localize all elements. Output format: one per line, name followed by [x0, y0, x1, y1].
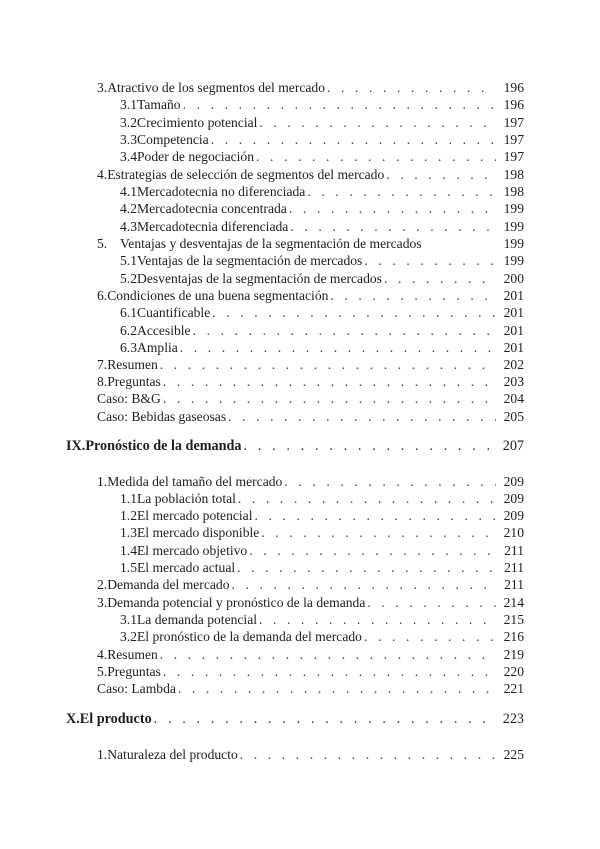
toc-entry-page: 199	[503, 253, 524, 268]
toc-entry-title: Poder de negociación	[137, 149, 255, 164]
toc-entry-title: Tamaño	[137, 97, 181, 112]
toc-entry-number: 1.4	[120, 543, 137, 558]
toc-entry	[97, 79, 524, 96]
dot-leader	[249, 542, 496, 559]
toc-entry-title: Demanda potencial y pronóstico de la demanda	[107, 595, 366, 610]
toc-entry-page: 197	[503, 115, 524, 130]
toc-entry	[97, 680, 524, 697]
dot-leader	[289, 200, 496, 217]
toc-entry-title: Ventajas y desventajas de la segmentación de mercados	[120, 236, 422, 251]
toc-entry-page: 209	[503, 491, 524, 506]
toc-entry-title: Preguntas	[107, 664, 161, 679]
toc-entry	[120, 114, 524, 131]
dot-leader	[259, 611, 496, 628]
dot-leader	[160, 646, 496, 663]
toc-entry-page: 225	[503, 747, 524, 762]
toc-entry-number: 1.5	[120, 560, 137, 575]
toc-entry	[120, 339, 524, 356]
toc-chapter-number: IX.	[66, 438, 86, 454]
toc-entry-page: 204	[503, 391, 524, 406]
toc-entry-title: Demanda del mercado	[107, 577, 230, 592]
toc-entry-title: Resumen	[107, 647, 158, 662]
toc-entry-number: 3.	[97, 595, 108, 610]
dot-leader	[290, 218, 496, 235]
toc-entry-number: 1.	[97, 474, 108, 489]
dot-leader	[330, 287, 496, 304]
dot-leader	[307, 183, 496, 200]
toc-entry-number: 4.2	[120, 201, 137, 216]
toc-entry-title: Caso: Lambda	[97, 681, 176, 696]
toc-entry-page: 215	[503, 612, 524, 627]
toc-entry-number: 5.	[97, 236, 108, 251]
toc-entry-title: Cuantificable	[137, 305, 211, 320]
toc-entry-page: 197	[503, 149, 524, 164]
toc-entry-title: Caso: B&G	[97, 391, 161, 406]
dot-leader	[327, 79, 496, 96]
toc-entry-number: 8.	[97, 374, 108, 389]
toc-entry	[97, 594, 524, 611]
dot-leader	[163, 390, 496, 407]
toc-entry	[120, 611, 524, 628]
toc-entry-page: 202	[503, 357, 524, 372]
toc-entry-title: Mercadotecnia diferenciada	[137, 219, 289, 234]
dot-leader	[163, 663, 496, 680]
toc-entry-page: 216	[503, 629, 524, 644]
toc-entry	[97, 373, 524, 390]
toc-entry	[97, 646, 524, 663]
dot-leader	[183, 96, 496, 113]
toc-entry	[120, 524, 524, 541]
toc-entry-title: Mercadotecnia concentrada	[137, 201, 287, 216]
toc-entry-page: 196	[503, 97, 524, 112]
dot-leader	[255, 507, 497, 524]
toc-entry-page: 203	[503, 374, 524, 389]
toc-entry	[120, 304, 524, 321]
toc-entry-page: 199	[503, 236, 524, 251]
toc-entry	[120, 96, 524, 113]
toc-entry-page: 198	[503, 167, 524, 182]
toc-entry	[120, 542, 524, 559]
dot-leader	[154, 711, 496, 728]
toc-entry-number: 4.	[97, 647, 108, 662]
dot-leader	[228, 408, 496, 425]
toc-entry-title: Condiciones de una buena segmentación	[107, 288, 329, 303]
toc-entry-page: 221	[503, 681, 524, 696]
dot-leader	[244, 438, 496, 455]
toc-entry-page: 205	[503, 409, 524, 424]
toc-entry	[120, 131, 524, 148]
toc-entry-title: El mercado objetivo	[137, 543, 248, 558]
toc-entry-page: 209	[503, 508, 524, 523]
toc-entry-number: 6.1	[120, 305, 137, 320]
dot-leader	[386, 166, 496, 183]
toc-entry-number: 5.1	[120, 253, 137, 268]
dot-leader	[238, 490, 496, 507]
toc-entry-title: Mercadotecnia no diferenciada	[137, 184, 306, 199]
toc-entry	[97, 235, 524, 252]
dot-leader	[384, 270, 496, 287]
toc-chapter-entry	[66, 438, 524, 455]
toc-entry	[97, 576, 524, 593]
toc-entry-number: 3.1	[120, 612, 137, 627]
toc-entry-title: Atractivo de los segmentos del mercado	[107, 80, 326, 95]
toc-entry-number: 1.2	[120, 508, 137, 523]
toc-entry	[120, 490, 524, 507]
toc-entry-title: El mercado disponible	[137, 525, 260, 540]
toc-entry-page: 219	[503, 647, 524, 662]
dot-leader	[261, 524, 496, 541]
toc-entry-number: 3.2	[120, 629, 137, 644]
toc-entry-page: 196	[503, 80, 524, 95]
toc-entry-page: 199	[503, 201, 524, 216]
toc-entry-title: Preguntas	[107, 374, 161, 389]
toc-chapter-title: El producto	[79, 711, 152, 727]
toc-entry	[97, 663, 524, 680]
toc-entry-page: 201	[503, 288, 524, 303]
toc-entry-number: 4.	[97, 167, 108, 182]
toc-entry	[97, 166, 524, 183]
toc-entry-title: La demanda potencial	[137, 612, 258, 627]
toc-entry-title: Naturaleza del producto	[107, 747, 238, 762]
toc-entry-number: 3.2	[120, 115, 137, 130]
toc-entry-number: 2.	[97, 577, 108, 592]
dot-leader	[364, 252, 496, 269]
toc-entry-number: 6.3	[120, 340, 137, 355]
toc-entry-page: 201	[503, 340, 524, 355]
toc-entry-title: El mercado potencial	[137, 508, 253, 523]
dot-leader	[259, 114, 496, 131]
toc-entry-number: 4.1	[120, 184, 137, 199]
dot-leader	[160, 356, 496, 373]
toc-entry-page: 209	[503, 474, 524, 489]
toc-entry-title: Estrategias de selección de segmentos del mercado	[107, 167, 385, 182]
toc-entry-title: Crecimiento potencial	[137, 115, 258, 130]
dot-leader	[364, 628, 496, 645]
toc-entry	[120, 322, 524, 339]
toc-entry-page: 220	[503, 664, 524, 679]
toc-entry-title: El mercado actual	[137, 560, 236, 575]
toc-entry	[97, 746, 524, 763]
dot-leader	[211, 131, 496, 148]
dot-leader	[237, 559, 496, 576]
toc-entry	[97, 356, 524, 373]
toc-entry-number: 3.4	[120, 149, 137, 164]
toc-entry-page: 199	[503, 219, 524, 234]
dot-leader	[163, 373, 496, 390]
toc-entry-number: 1.3	[120, 525, 137, 540]
toc-chapter-entry	[66, 711, 524, 728]
toc-entry-page: 201	[503, 323, 524, 338]
toc-entry-number: 6.	[97, 288, 108, 303]
toc-entry	[120, 628, 524, 645]
toc-entry	[120, 183, 524, 200]
toc-entry	[120, 252, 524, 269]
toc-entry	[120, 200, 524, 217]
toc-entry-page: 210	[503, 525, 524, 540]
toc-entry-title: Resumen	[107, 357, 158, 372]
toc-entry-page: 207	[502, 438, 524, 454]
toc-entry-page: 211	[504, 577, 524, 592]
toc-entry	[97, 408, 524, 425]
toc-entry-page: 198	[503, 184, 524, 199]
toc-entry-title: Medida del tamaño del mercado	[107, 474, 283, 489]
toc-entry-title: Amplia	[137, 340, 178, 355]
dot-leader	[256, 148, 496, 165]
toc-entry	[120, 148, 524, 165]
dot-leader	[232, 576, 497, 593]
toc-entry-title: El pronóstico de la demanda del mercado	[137, 629, 362, 644]
toc-entry-page: 197	[503, 132, 524, 147]
toc-entry	[97, 473, 524, 490]
toc-entry-title: La población total	[137, 491, 236, 506]
toc-entry-number: 3.1	[120, 97, 137, 112]
toc-entry-title: Competencia	[137, 132, 209, 147]
toc-entry-title: Caso: Bebidas gaseosas	[97, 409, 227, 424]
toc-entry-page: 214	[503, 595, 524, 610]
toc-entry-number: 1.	[97, 747, 108, 762]
dot-leader	[212, 304, 496, 321]
toc-entry-page: 201	[503, 305, 524, 320]
toc-entry-page: 211	[504, 543, 524, 558]
toc-entry	[97, 287, 524, 304]
toc-entry-page: 223	[502, 711, 524, 727]
dot-leader	[240, 746, 496, 763]
dot-leader	[367, 594, 496, 611]
toc-entry	[120, 270, 524, 287]
toc-entry-page: 211	[504, 560, 524, 575]
dot-leader	[180, 339, 496, 356]
toc-entry-number: 3.3	[120, 132, 137, 147]
toc-entry-title: Accesible	[137, 323, 191, 338]
toc-entry	[120, 507, 524, 524]
dot-leader	[284, 473, 496, 490]
toc-entry	[97, 390, 524, 407]
toc-entry-title: Ventajas de la segmentación de mercados	[137, 253, 363, 268]
toc-entry-number: 4.3	[120, 219, 137, 234]
toc-chapter-number: X.	[66, 711, 80, 727]
toc-entry	[120, 559, 524, 576]
toc-chapter-title: Pronóstico de la demanda	[85, 438, 242, 454]
toc-entry-number: 6.2	[120, 323, 137, 338]
dot-leader	[178, 680, 496, 697]
toc-entry-number: 7.	[97, 357, 108, 372]
toc-entry-number: 5.	[97, 664, 108, 679]
toc-entry-number: 5.2	[120, 271, 137, 286]
toc-entry	[120, 218, 524, 235]
toc-entry-title: Desventajas de la segmentación de mercados	[137, 271, 382, 286]
toc-entry-number: 1.1	[120, 491, 137, 506]
dot-leader	[193, 322, 496, 339]
toc-entry-number: 3.	[97, 80, 108, 95]
toc-entry-page: 200	[503, 271, 524, 286]
